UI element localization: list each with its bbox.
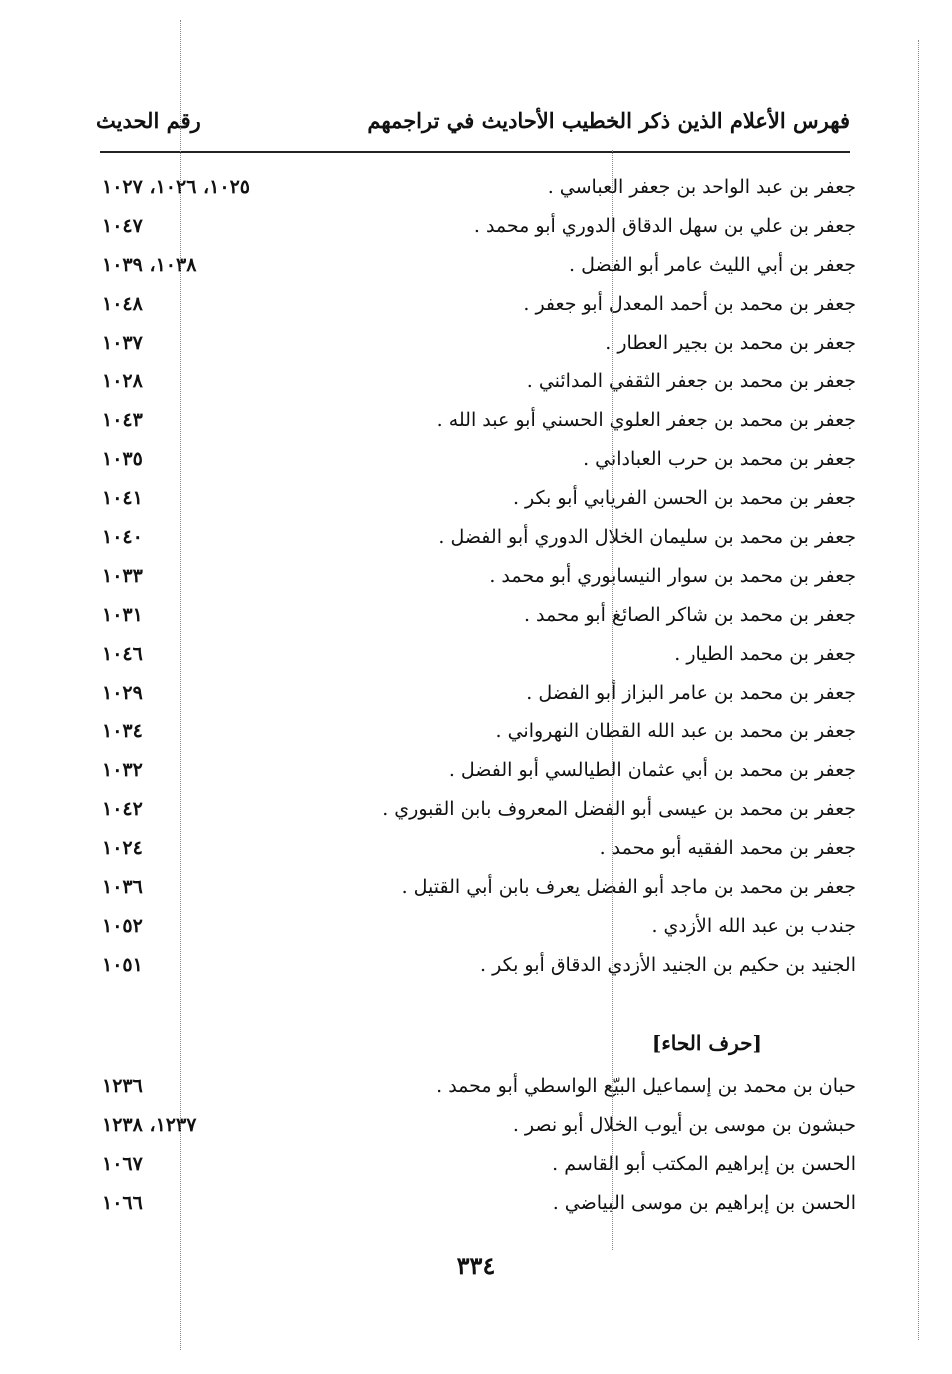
entry-hadith-numbers: ١٠٢٥، ١٠٢٦، ١٠٢٧ — [102, 176, 250, 198]
page-header — [96, 108, 850, 152]
entry-name: حبان بن محمد بن إسماعيل البيّع الواسطي أبو محمد . — [436, 1075, 856, 1097]
index-entry — [96, 794, 856, 833]
entry-hadith-numbers: ١٢٣٧، ١٢٣٨ — [102, 1113, 197, 1136]
entry-hadith-numbers: ١٠٤٣ — [102, 409, 143, 432]
entry-hadith-numbers: ١٠٣٣ — [102, 564, 143, 587]
header-number-column: رقم الحديث — [96, 108, 201, 133]
index-entry — [96, 172, 856, 211]
index-entry — [96, 639, 856, 678]
index-entry — [96, 328, 856, 367]
index-entry — [96, 561, 856, 600]
entry-name: جعفر بن محمد بن أبي عثمان الطيالسي أبو الفضل . — [448, 759, 856, 782]
entry-name: جندب بن عبد الله الأزدي . — [651, 914, 856, 937]
entry-name: جعفر بن محمد بن حرب العباداني . — [583, 448, 856, 471]
entry-name: جعفر بن محمد بن جعفر العلوي الحسني أبو عبد الله . — [436, 409, 856, 432]
entry-hadith-numbers: ١٠٤٨ — [102, 292, 143, 315]
entry-name: جعفر بن عبد الواحد بن جعفر العباسي . — [547, 176, 856, 198]
index-entry — [96, 522, 856, 561]
index-entry — [96, 444, 856, 483]
index-entry — [96, 289, 856, 328]
index-entry — [96, 872, 856, 911]
entry-hadith-numbers: ١٠٥٢ — [102, 914, 143, 937]
entry-hadith-numbers: ١٠٣٢ — [102, 759, 143, 782]
index-entry — [96, 755, 856, 794]
index-entries — [96, 172, 856, 989]
entry-hadith-numbers: ١٠٤١ — [102, 487, 143, 510]
header-rule — [100, 151, 850, 153]
entry-name: جعفر بن محمد بن بجير العطار . — [605, 331, 856, 354]
entry-name: جعفر بن محمد بن عبد الله القطان النهرواني . — [495, 720, 856, 743]
scan-artifact-line — [612, 150, 613, 1250]
entry-name: جعفر بن محمد بن سليمان الخلال الدوري أبو الفضل . — [438, 526, 856, 549]
entry-hadith-numbers: ١٠٢٤ — [102, 837, 143, 860]
entry-name: جعفر بن محمد بن ماجد أبو الفضل يعرف بابن أبي القتيل . — [401, 876, 856, 899]
entry-name: جعفر بن محمد الطيار . — [674, 642, 856, 665]
index-entry — [96, 483, 856, 522]
scan-artifact-line — [918, 40, 919, 1340]
index-entry — [96, 250, 856, 289]
entry-hadith-numbers: ١٠٤٢ — [102, 798, 143, 821]
entry-hadith-numbers: ١٠٥١ — [102, 953, 143, 976]
entry-name: جعفر بن محمد بن عامر البزاز أبو الفضل . — [526, 681, 856, 704]
index-entry — [96, 1110, 856, 1149]
entry-hadith-numbers: ١٠٤٧ — [102, 214, 143, 237]
entry-name: جعفر بن محمد بن سوار النيسابوري أبو محمد . — [489, 564, 856, 587]
index-entry — [96, 1149, 856, 1188]
index-entry — [96, 1071, 856, 1110]
entry-hadith-numbers: ١٠٢٩ — [102, 681, 143, 704]
entry-hadith-numbers: ١٠٢٨ — [102, 370, 143, 393]
section-title: [حرف الحاء] — [651, 1031, 762, 1055]
entry-name: جعفر بن محمد بن أحمد المعدل أبو جعفر . — [523, 292, 856, 315]
index-entry — [96, 211, 856, 250]
entry-name: الجنيد بن حكيم بن الجنيد الأزدي الدقاق أبو بكر . — [480, 953, 856, 976]
entry-name: جعفر بن محمد بن عيسى أبو الفضل المعروف بابن القبوري . — [382, 798, 856, 821]
entry-name: جعفر بن علي بن سهل الدقاق الدوري أبو محمد . — [473, 214, 856, 237]
index-entry — [96, 950, 856, 989]
entry-hadith-numbers: ١٠٦٦ — [102, 1191, 143, 1214]
index-entry — [96, 678, 856, 717]
index-entries-section-2 — [96, 1071, 856, 1227]
entry-hadith-numbers: ١٠٤٠ — [102, 526, 143, 549]
page-number: ٣٣٤ — [456, 1251, 496, 1280]
scan-artifact-line — [180, 20, 181, 1350]
index-entry — [96, 366, 856, 405]
entry-hadith-numbers: ١٠٣٦ — [102, 876, 143, 899]
entry-name: جعفر بن محمد بن شاكر الصائغ أبو محمد . — [523, 603, 856, 626]
entry-hadith-numbers: ١٠٣٨، ١٠٣٩ — [102, 253, 197, 276]
entry-hadith-numbers: ١٠٣٥ — [102, 448, 143, 471]
entry-name: جعفر بن محمد الفقيه أبو محمد . — [599, 837, 856, 860]
index-entry — [96, 405, 856, 444]
entry-hadith-numbers: ١٠٣٧ — [102, 331, 143, 354]
index-entry — [96, 833, 856, 872]
entry-hadith-numbers: ١٠٦٧ — [102, 1152, 143, 1175]
entry-hadith-numbers: ١٠٣٤ — [102, 720, 143, 743]
entry-hadith-numbers: ١٠٤٦ — [102, 642, 143, 665]
entry-name: الحسن بن إبراهيم المكتب أبو القاسم . — [552, 1152, 856, 1175]
index-entry — [96, 1188, 856, 1227]
entry-name: جعفر بن محمد بن الحسن الفريابي أبو بكر . — [512, 487, 856, 510]
entry-name: الحسن بن إبراهيم بن موسى البياضي . — [552, 1191, 856, 1214]
entry-hadith-numbers: ١٢٣٦ — [102, 1075, 143, 1097]
entry-name: جعفر بن محمد بن جعفر الثقفي المدائني . — [526, 370, 856, 393]
entry-hadith-numbers: ١٠٣١ — [102, 603, 143, 626]
index-entry — [96, 716, 856, 755]
index-entry — [96, 911, 856, 950]
entry-name: جعفر بن أبي الليث عامر أبو الفضل . — [569, 253, 856, 276]
index-entry — [96, 600, 856, 639]
entry-name: حبشون بن موسى بن أيوب الخلال أبو نصر . — [512, 1113, 856, 1136]
header-title: فهرس الأعلام الذين ذكر الخطيب الأحاديث في تراجمهم — [367, 108, 850, 133]
